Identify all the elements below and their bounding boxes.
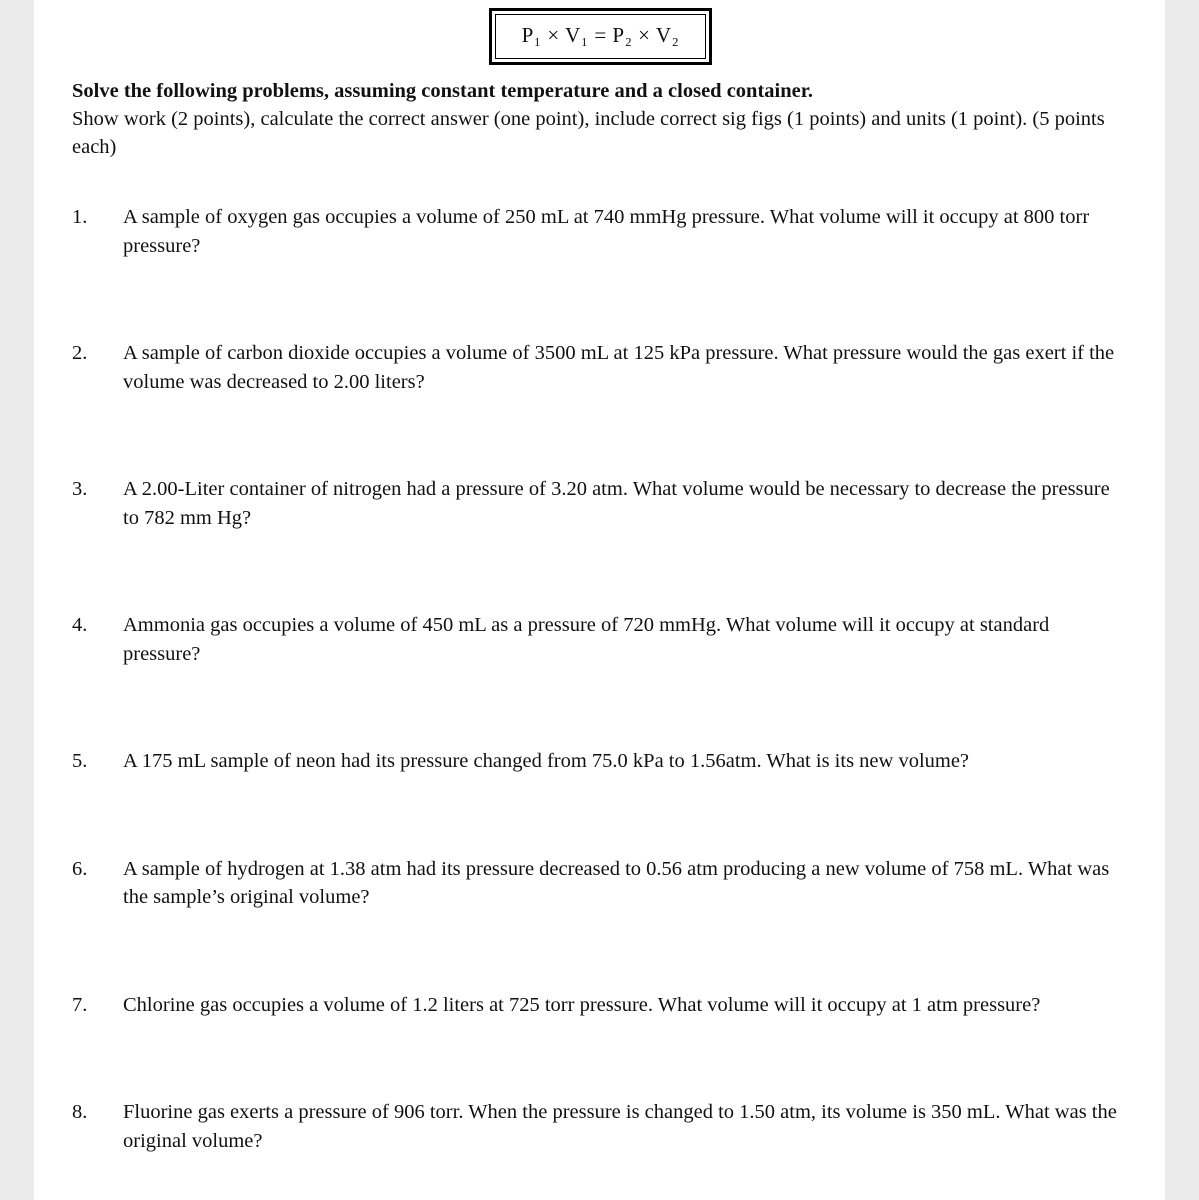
instructions-heading: Solve the following problems, assuming constant temperature and a closed container. [72, 80, 814, 102]
problem-item-4 [72, 611, 1129, 668]
problem-text: A sample of carbon dioxide occupies a volume of 3500 mL at 125 kPa pressure. What pressure would the gas exert if the volume was decreased to 2.00 liters? [123, 342, 1115, 393]
page-margin-left [0, 0, 34, 1200]
problem-number: 3. [72, 478, 88, 500]
problem-number: 7. [72, 993, 88, 1016]
problem-number: 2. [72, 342, 88, 364]
problem-text: A sample of oxygen gas occupies a volume of 250 mL at 740 mmHg pressure. What volume will it occupy at 800 torr pressure? [123, 206, 1090, 257]
problem-text: Fluorine gas exerts a pressure of 906 torr. When the pressure is changed to 1.50 atm, its volume is 350 mL. What was the original volume? [123, 1101, 1117, 1152]
instructions-detail: Show work (2 points), calculate the correct answer (one point), include correct sig figs (1 points) and units (1 point). (5 points each) [72, 108, 1105, 158]
problem-item-2 [72, 339, 1129, 396]
boyles-law-formula: P₁ × V₁ = P₂ × V₂ [495, 14, 707, 59]
problem-number: 6. [72, 857, 88, 880]
problem-text: A sample of hydrogen at 1.38 atm had its pressure decreased to 0.56 atm producing a new volume of 758 mL. What was the sample’s original volume? [123, 857, 1110, 908]
problem-text: Ammonia gas occupies a volume of 450 mL as a pressure of 720 mmHg. What volume will it occupy at standard pressure? [123, 614, 1050, 665]
page-margin-right [1165, 0, 1199, 1200]
problem-item-5 [72, 747, 1129, 776]
problem-item-3 [72, 475, 1129, 532]
problem-number: 5. [72, 750, 88, 772]
problem-text: A 175 mL sample of neon had its pressure changed from 75.0 kPa to 1.56atm. What is its new volume? [123, 750, 970, 772]
worksheet-page [34, 0, 1165, 1200]
problem-list [72, 203, 1129, 1155]
problem-number: 1. [72, 206, 88, 228]
problem-number: 4. [72, 614, 88, 636]
problem-item-6 [72, 855, 1129, 912]
formula-box [489, 8, 713, 65]
problem-number: 8. [72, 1101, 88, 1123]
formula-row [72, 8, 1129, 65]
problem-text: A 2.00-Liter container of nitrogen had a pressure of 3.20 atm. What volume would be necessary to decrease the pressure to 782 mm Hg? [123, 478, 1110, 529]
problem-text: Chlorine gas occupies a volume of 1.2 liters at 725 torr pressure. What volume will it occupy at 1 atm pressure? [123, 993, 1041, 1016]
problem-item-7 [72, 991, 1129, 1020]
problem-item-1 [72, 203, 1129, 260]
problem-item-8 [72, 1098, 1129, 1155]
